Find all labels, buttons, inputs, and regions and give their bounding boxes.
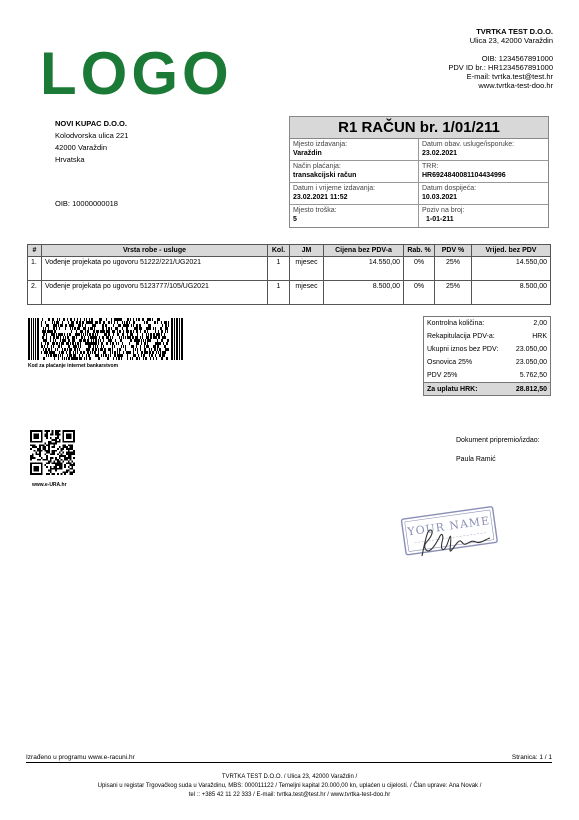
company-info (448, 27, 553, 90)
payment-method-label: Način plaćanja: (293, 163, 341, 170)
footer-line-1: TVRTKA TEST D.O.O. / Ulica 23, 42000 Varaždin / (221, 774, 358, 780)
made-in-label: Izrađeno u programu www.e-racuni.hr (26, 754, 135, 761)
company-email: E-mail: tvrtka.test@test.hr (466, 72, 553, 81)
reference-label: Poziv na broj: (422, 207, 465, 214)
summary-row (424, 369, 550, 382)
summary-label: Ukupni iznos bez PDV: (427, 346, 499, 353)
company-pdv-id: PDV ID br.: HR1234567891000 (448, 63, 553, 72)
cost-center-label: Mjesto troška: (293, 207, 337, 214)
stamp-text: YOUR NAME (406, 514, 491, 539)
iban-label: TRR: (422, 163, 439, 170)
service-date-value: 23.02.2021 (422, 150, 458, 157)
row-unit: mjesec (290, 257, 324, 281)
footer-divider (26, 762, 552, 763)
reference-value: 1-01-211 (426, 216, 454, 223)
company-logo: LOGO (40, 40, 233, 107)
invoice-row (290, 205, 548, 227)
row-price: 8.500,00 (324, 281, 404, 305)
service-date-label: Datum obav. usluge/isporuke: (422, 141, 515, 148)
col-description: Vrsta robe - usluge (42, 245, 268, 257)
row-qty: 1 (268, 257, 290, 281)
summary-value: 5.762,50 (519, 372, 547, 379)
payment-barcode (28, 318, 183, 360)
invoice-info-box (289, 116, 549, 228)
row-discount: 0% (404, 257, 435, 281)
prepared-by-label: Dokument pripremio/izdao: (456, 437, 540, 444)
customer-city: 42000 Varaždin (55, 143, 107, 152)
issue-place-label: Mjesto izdavanja: (293, 141, 348, 148)
signature-stamp (400, 506, 510, 564)
row-unit: mjesec (290, 281, 324, 305)
issue-datetime-value: 23.02.2021 11:52 (293, 194, 348, 201)
summary-value: 2,00 (533, 320, 547, 327)
row-no: 1. (28, 257, 42, 281)
page-number: Stranica: 1 / 1 (511, 754, 552, 761)
summary-label: Rekapitulacija PDV-a: (427, 333, 495, 340)
row-description: Vođenje projekata po ugovoru 51222/221/UG2021 (42, 257, 268, 281)
cost-center-value: 5 (293, 216, 297, 223)
iban-value: HR6924840081104434996 (422, 172, 506, 179)
col-vat: PDV % (435, 245, 472, 257)
prepared-by-name: Paula Ramić (456, 456, 496, 463)
footer (0, 773, 579, 800)
due-date-value: 10.03.2021 (422, 194, 458, 201)
issue-datetime-label: Datum i vrijeme izdavanja: (293, 185, 376, 192)
col-no: # (28, 245, 42, 257)
table-row (28, 281, 551, 305)
summary-value: 23.050,00 (515, 346, 547, 353)
row-total: 8.500,00 (472, 281, 551, 305)
table-header-row (28, 245, 551, 257)
summary-label: Kontrolna količina: (427, 320, 485, 327)
company-address: Ulica 23, 42000 Varaždin (469, 36, 553, 45)
col-discount: Rab. % (404, 245, 435, 257)
customer-country: Hrvatska (55, 155, 85, 164)
issue-place-value: Varaždin (293, 150, 322, 157)
col-total: Vrijed. bez PDV (472, 245, 551, 257)
customer-info (55, 118, 128, 166)
summary-row (424, 330, 550, 343)
company-web: www.tvrtka-test-doo.hr (478, 81, 553, 90)
row-description: Vođenje projekata po ugovoru 5123777/105/UG2021 (42, 281, 268, 305)
company-oib: OIB: 1234567891000 (481, 54, 553, 63)
summary-value: 23.050,00 (515, 359, 547, 366)
summary-label: Osnovica 25% (427, 359, 473, 366)
row-price: 14.550,00 (324, 257, 404, 281)
row-vat: 25% (435, 281, 472, 305)
row-discount: 0% (404, 281, 435, 305)
summary-row (424, 317, 550, 330)
invoice-row (290, 139, 548, 161)
summary-label: PDV 25% (427, 372, 458, 379)
qr-label: www.e-URA.hr (32, 482, 67, 488)
summary-total-row (424, 382, 550, 395)
summary-row (424, 356, 550, 369)
summary-total-label: Za uplatu HRK: (427, 386, 478, 393)
row-vat: 25% (435, 257, 472, 281)
footer-line-2: Upisani u registar Trgovačkog suda u Varaždinu, MBS: 000011122 / Temeljni kapital 20.000,00 kn, uplaćen u cijelosti. / Član uprave: Ana Novak / (97, 783, 482, 789)
invoice-row (290, 183, 548, 205)
company-name: TVRTKA TEST D.O.O. (476, 27, 553, 36)
col-qty: Kol. (268, 245, 290, 257)
row-total: 14.550,00 (472, 257, 551, 281)
table-row (28, 257, 551, 281)
row-no: 2. (28, 281, 42, 305)
footer-line-3: tel :: +385 42 11 22 333 / E-mail: tvrtka.test@test.hr / www.tvrtka-test-doo.hr (188, 792, 391, 798)
invoice-row (290, 161, 548, 183)
summary-value: HRK (532, 333, 547, 340)
barcode-label: Kod za plaćanje internet bankarstvom (28, 363, 119, 369)
due-date-label: Datum dospijeća: (422, 185, 477, 192)
summary-box (423, 316, 551, 396)
col-price: Cijena bez PDV-a (324, 245, 404, 257)
payment-method-value: transakcijski račun (293, 172, 357, 179)
summary-total-value: 28.812,50 (515, 386, 547, 393)
customer-name: NOVI KUPAC D.O.O. (55, 119, 127, 128)
invoice-title: R1 RAČUN br. 1/01/211 (290, 117, 548, 139)
summary-row (424, 343, 550, 356)
signature (422, 530, 490, 556)
row-qty: 1 (268, 281, 290, 305)
items-table (27, 244, 551, 305)
col-unit: JM (290, 245, 324, 257)
customer-oib: OIB: 10000000018 (55, 199, 118, 208)
qr-code (30, 430, 75, 475)
customer-street: Kolodvorska ulica 221 (55, 131, 129, 140)
